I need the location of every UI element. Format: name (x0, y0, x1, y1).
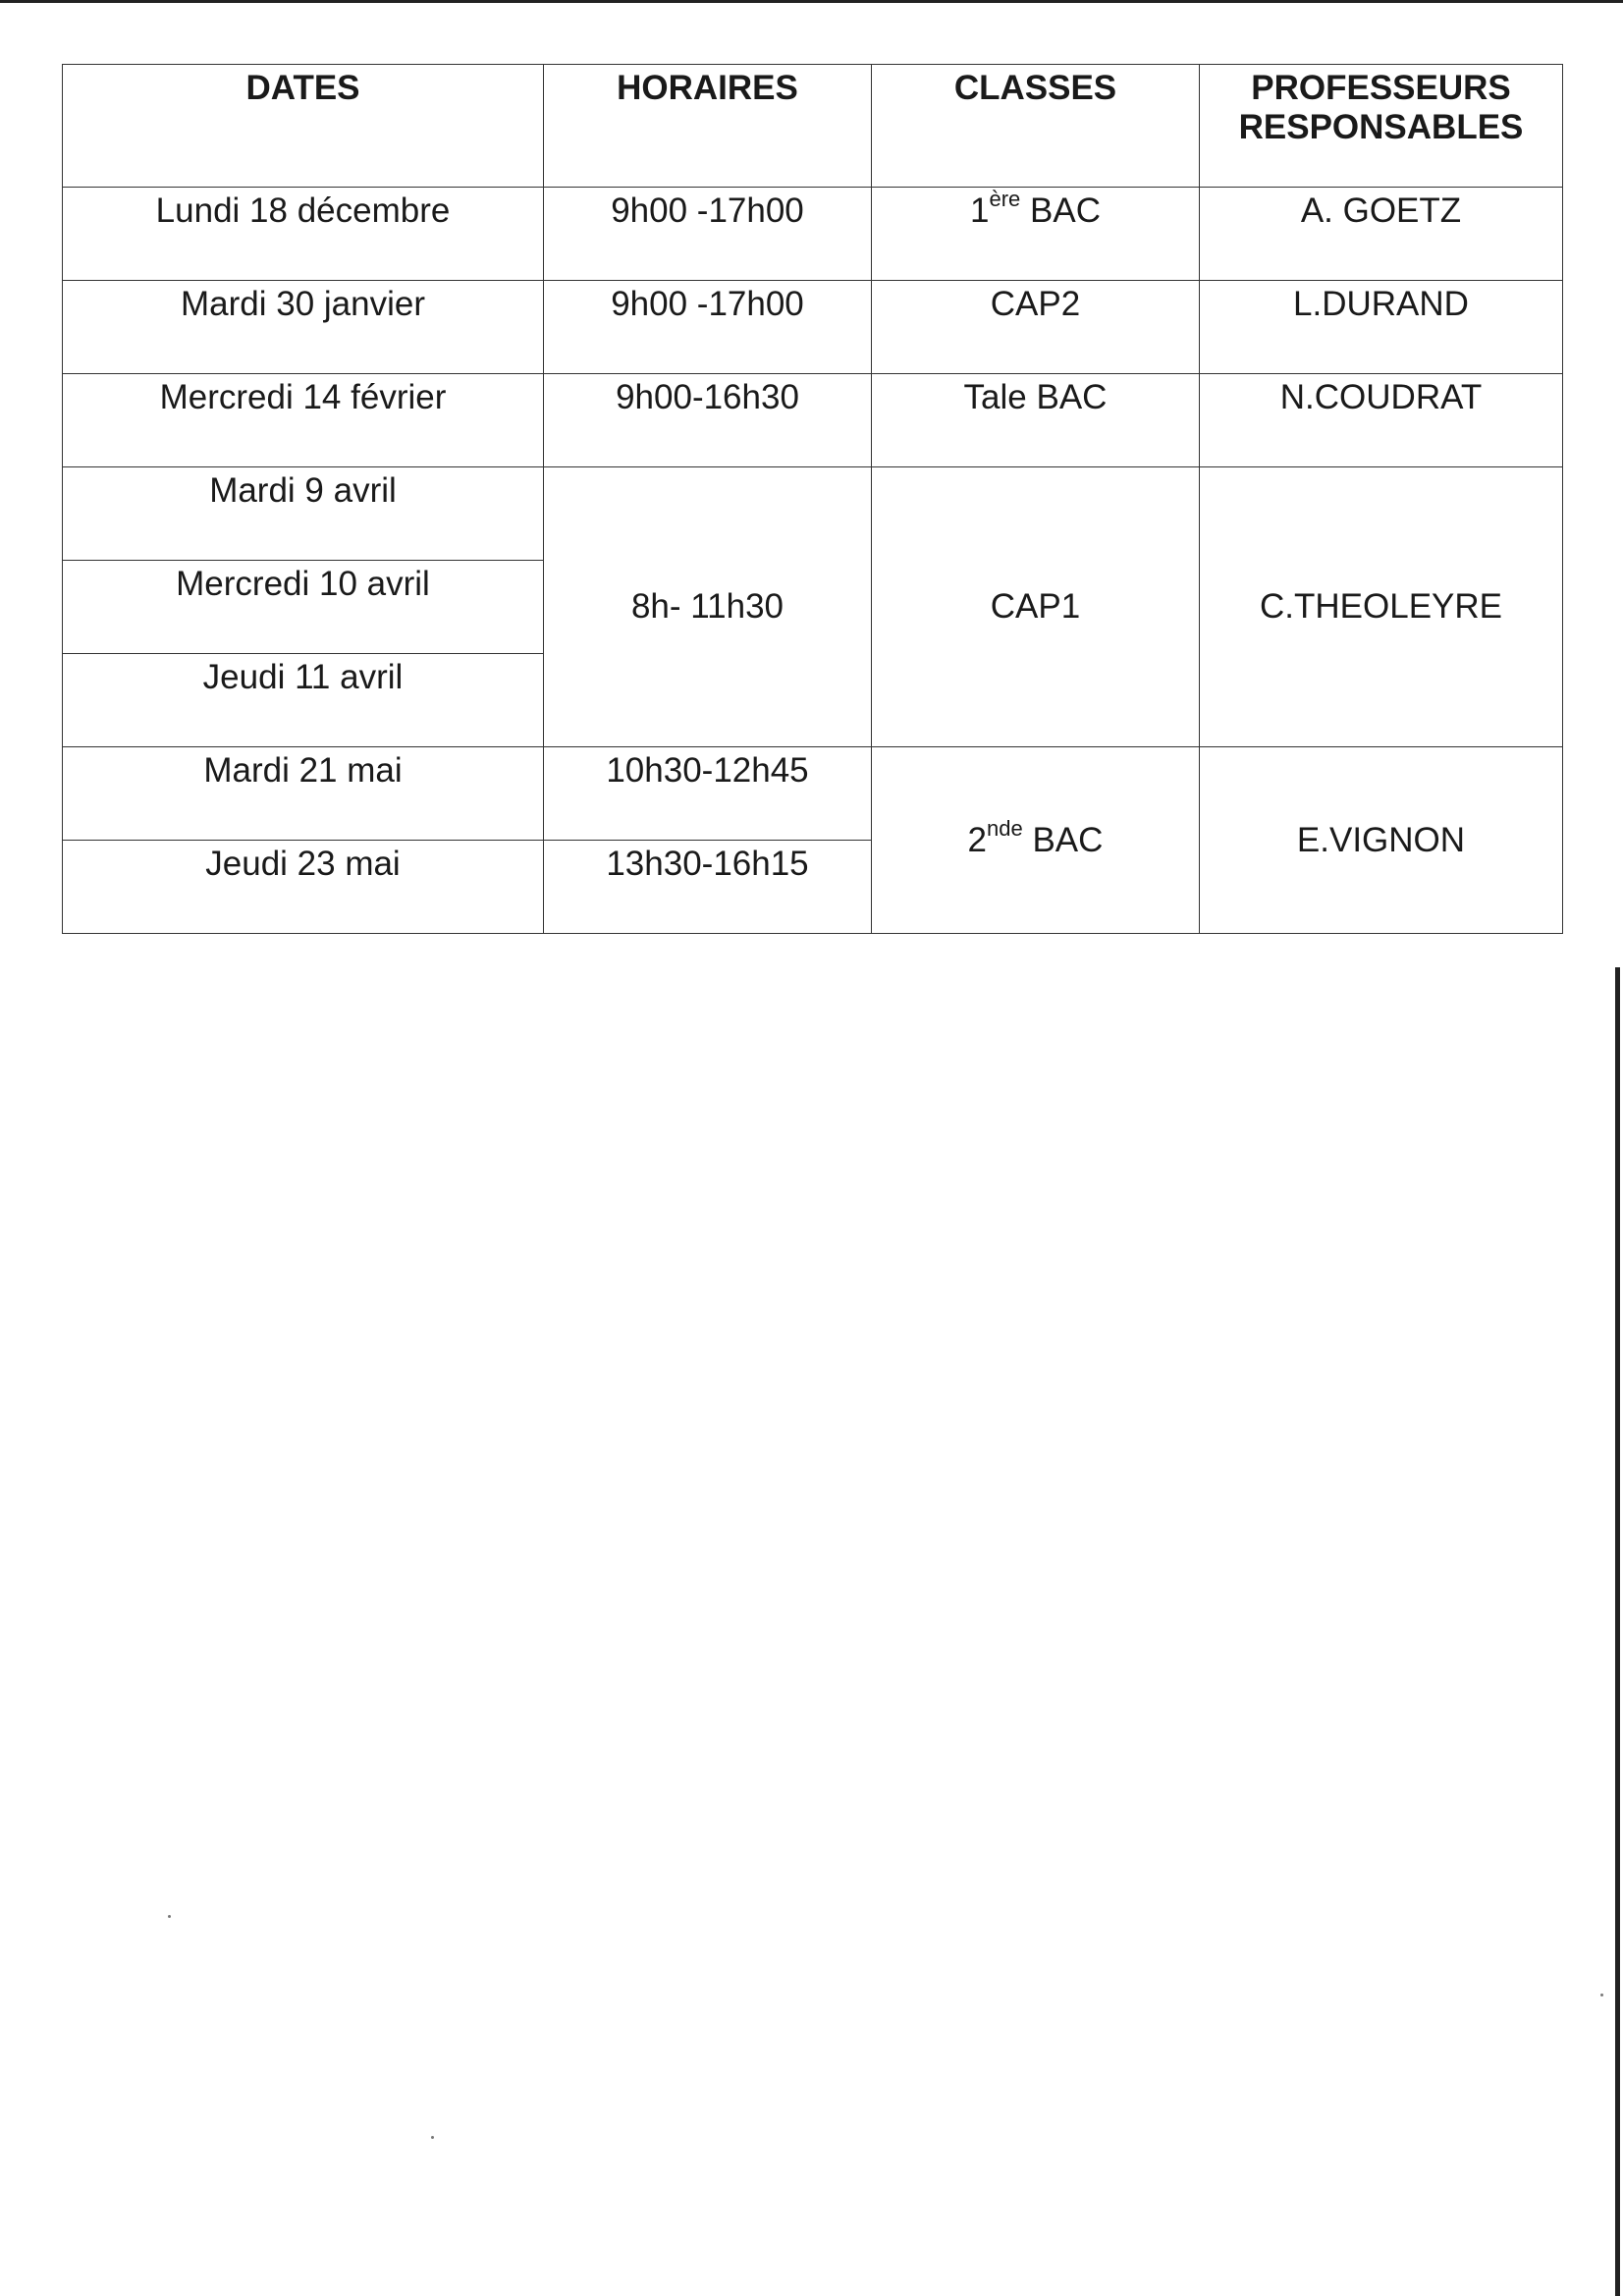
cell-horaire: 9h00 -17h00 (544, 188, 872, 281)
cell-classe: CAP1 (872, 467, 1200, 747)
cell-classe: CAP2 (872, 281, 1200, 374)
header-horaires: HORAIRES (544, 65, 872, 188)
cell-date: Mardi 9 avril (63, 467, 544, 561)
cell-classe: Tale BAC (872, 374, 1200, 467)
cell-date: Mardi 30 janvier (63, 281, 544, 374)
schedule-table (62, 64, 1563, 934)
classe-rest: BAC (1020, 191, 1101, 230)
cell-date: Lundi 18 décembre (63, 188, 544, 281)
scan-speck (431, 2136, 434, 2139)
cell-prof: C.THEOLEYRE (1200, 467, 1563, 747)
cell-horaire: 13h30-16h15 (544, 841, 872, 934)
header-dates: DATES (63, 65, 544, 188)
cell-prof: E.VIGNON (1200, 747, 1563, 934)
header-professeurs-line1: PROFESSEURS (1251, 69, 1511, 107)
header-row (63, 65, 1563, 188)
cell-date: Mercredi 14 février (63, 374, 544, 467)
header-classes: CLASSES (872, 65, 1200, 188)
scan-speck (168, 1915, 171, 1918)
table-row (63, 281, 1563, 374)
cell-horaire: 8h- 11h30 (544, 467, 872, 747)
classe-num: 2 (967, 820, 988, 859)
header-professeurs-line2: RESPONSABLES (1238, 108, 1524, 146)
cell-prof: N.COUDRAT (1200, 374, 1563, 467)
scan-speck (1600, 1994, 1603, 1996)
cell-prof: A. GOETZ (1200, 188, 1563, 281)
classe-num: 1 (970, 191, 990, 230)
table-row (63, 374, 1563, 467)
cell-date: Jeudi 11 avril (63, 654, 544, 747)
cell-date: Mardi 21 mai (63, 747, 544, 841)
table-row (63, 747, 1563, 841)
cell-classe (872, 747, 1200, 934)
table-row (63, 467, 1563, 561)
cell-horaire: 9h00-16h30 (544, 374, 872, 467)
cell-horaire: 10h30-12h45 (544, 747, 872, 841)
cell-horaire: 9h00 -17h00 (544, 281, 872, 374)
classe-sup: ère (989, 187, 1021, 212)
classe-sup: nde (987, 815, 1023, 841)
cell-date: Mercredi 10 avril (63, 561, 544, 654)
classe-rest: BAC (1022, 820, 1104, 859)
header-professeurs (1200, 65, 1563, 188)
cell-prof: L.DURAND (1200, 281, 1563, 374)
scan-border-right (1615, 967, 1620, 2296)
table-row (63, 188, 1563, 281)
cell-date: Jeudi 23 mai (63, 841, 544, 934)
scan-border-top (0, 0, 1623, 3)
cell-classe (872, 188, 1200, 281)
